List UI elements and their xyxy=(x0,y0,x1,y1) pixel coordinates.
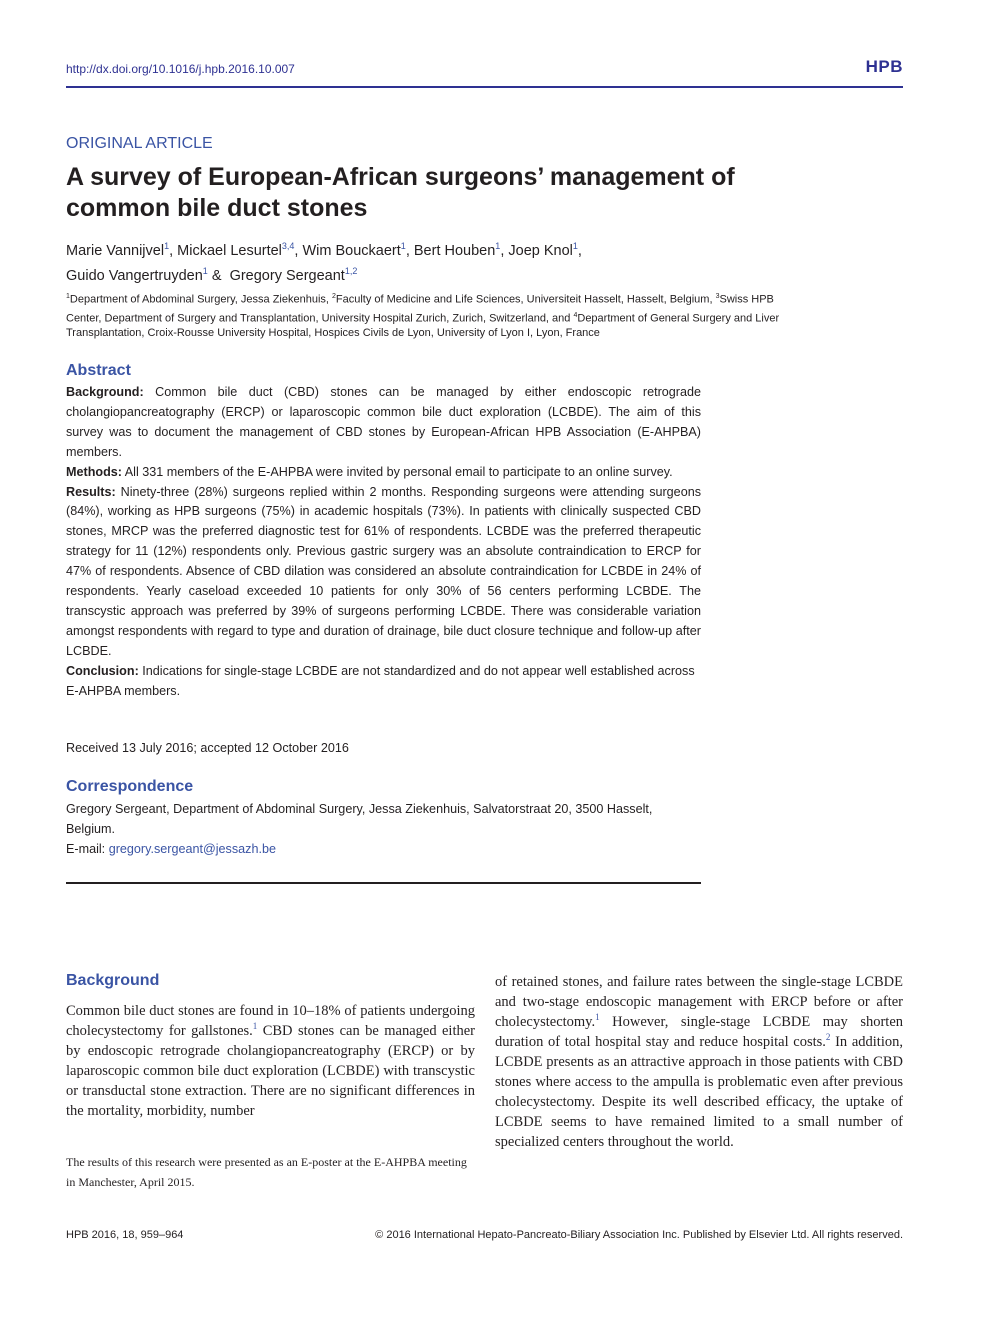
journal-citation: HPB 2016, 18, 959–964 xyxy=(66,1229,184,1241)
body-column-right xyxy=(495,972,903,1152)
copyright-notice: © 2016 International Hepato-Pancreato-Biliary Association Inc. Published by Elsevier Ltd. All rights reserved. xyxy=(375,1229,903,1241)
body-paragraph xyxy=(495,972,903,1152)
author-affiliation-ref[interactable]: 3,4 xyxy=(281,241,295,251)
author-separator: , xyxy=(294,242,303,259)
section-divider xyxy=(66,882,701,884)
abstract-section-text: Ninety-three (28%) surgeons replied within 2 months. Responding surgeons were attending surgeons (84%), working as HPB surgeons (75%) in academic hospitals (73%). In patients with clinically suspected CBD stones, MRCP was the preferred diagnostic test for 61% of respondents. LCBDE was the preferred therapeutic strategy for 11 (12%) respondents only. Previous gastric surgery was an absolute contraindication to ERCP for 47% of respondents. Absence of CBD dilation was considered an absolute contraindication for LCBDE in 24% of respondents. Yearly caseload exceeded 10 patients for only 30% of 56 centers performing LCBDE. The transcystic approach was preferred by 39% of surgeons performing LCBDE. There was considerable variation amongst respondents with regard to type and duration of drainage, bile duct closure technique and follow-up after LCBDE. xyxy=(66,484,701,658)
abstract-section-label: Background: xyxy=(66,385,144,399)
body-text: In addition, LCBDE presents as an attractive approach in those patients with CBD stones where access to the ampulla is problematic even after previous cholecystectomy. Despite its well described efficacy, the uptake of LCBDE seems to have remained limited to a small number of specialized centers throughout the world. xyxy=(495,1034,903,1150)
author-name: Bert Houben xyxy=(413,242,496,259)
author-affiliation-ref[interactable]: 1,2 xyxy=(344,265,358,276)
email-link[interactable]: gregory.sergeant@jessazh.be xyxy=(108,842,276,856)
author-name: Mickael Lesurtel xyxy=(177,242,282,259)
correspondence-block xyxy=(66,799,701,859)
article-type-label: ORIGINAL ARTICLE xyxy=(66,135,213,152)
abstract-section-text: All 331 members of the E-AHPBA were invited by personal email to participate to an online survey. xyxy=(124,464,673,479)
author-separator: , xyxy=(577,242,582,259)
correspondence-email-line xyxy=(66,839,701,859)
abstract-heading: Abstract xyxy=(66,362,131,379)
received-dates: Received 13 July 2016; accepted 12 October 2016 xyxy=(66,741,349,755)
correspondence-address: Gregory Sergeant, Department of Abdominal Surgery, Jessa Ziekenhuis, Salvatorstraat 20, 3500 Hasselt, Belgium. xyxy=(66,802,653,836)
body-text: However, single-stage LCBDE may shorten duration of total hospital stay and reduce hospital costs. xyxy=(495,1014,903,1050)
author-name: Joep Knol xyxy=(508,242,573,259)
citation-link[interactable]: 2 xyxy=(825,1032,831,1043)
author-separator: , xyxy=(405,242,414,259)
correspondence-heading: Correspondence xyxy=(66,778,194,795)
author-separator: & xyxy=(207,267,226,284)
background-heading: Background xyxy=(66,972,160,989)
doi-link[interactable]: http://dx.doi.org/10.1016/j.hpb.2016.10.007 xyxy=(66,62,295,76)
abstract-background xyxy=(66,383,701,463)
abstract-section-label: Conclusion: xyxy=(66,663,139,678)
body-paragraph xyxy=(66,1001,475,1121)
affiliation-text: Department of General Surgery and Liver Transplantation, Croix-Rousse University Hospital, Hospices Civils de Lyon, University of Lyon I, Lyon, France xyxy=(66,312,780,340)
abstract-methods xyxy=(66,463,701,483)
author-name: Marie Vannijvel xyxy=(66,242,165,259)
header-rule xyxy=(66,86,903,88)
footnote: The results of this research were presented as an E-poster at the E-AHPBA meeting in Manchester, April 2015. xyxy=(66,1155,467,1189)
affiliation-text: Swiss HPB Center, Department of Surgery and Transplantation, University Hospital Zurich, Zurich, Switzerland, and xyxy=(66,293,774,325)
author-affiliation-ref[interactable]: 1 xyxy=(572,241,578,251)
affiliation-number: 1 xyxy=(66,293,70,300)
affiliation-text: Department of Abdominal Surgery, Jessa Ziekenhuis, xyxy=(69,293,332,306)
citation-link[interactable]: 1 xyxy=(595,1012,600,1023)
affiliations xyxy=(66,289,786,341)
author-separator: , xyxy=(169,242,178,259)
abstract-results xyxy=(66,483,701,662)
abstract-section-text: Common bile duct (CBD) stones can be managed by either endoscopic retrograde cholangiopancreatography (ERCP) or laparoscopic common bile duct exploration (LCBDE). The aim of this survey was to document the management of CBD stones by European-African HPB Association (E-AHPBA) members. xyxy=(66,385,701,459)
abstract-section-text: Indications for single-stage LCBDE are not standardized and do not appear well established across E-AHPBA members. xyxy=(66,663,695,698)
article-title: A survey of European-African surgeons’ management of common bile duct stones xyxy=(66,163,735,222)
affiliation-number: 3 xyxy=(715,293,720,300)
affiliation-text: Faculty of Medicine and Life Sciences, Universiteit Hasselt, Hasselt, Belgium, xyxy=(335,293,716,306)
body-column-left xyxy=(66,1001,475,1121)
citation-link[interactable]: 1 xyxy=(252,1021,258,1032)
body-text: of retained stones, and failure rates between the single-stage LCBDE and two-stage endoscopic management with ERCP before or after cholecystectomy. xyxy=(495,974,903,1030)
email-label: E-mail: xyxy=(66,842,109,856)
body-text: CBD stones can be managed either by endoscopic retrograde cholangiopancreatography (ERCP) or by laparoscopic common bile duct exploration (LCBDE) with transcystic or transductal stone extraction. There are no significant differences in the mortality, morbidity, number xyxy=(66,1023,475,1119)
author-affiliation-ref[interactable]: 1 xyxy=(164,241,170,251)
abstract-conclusion xyxy=(66,662,701,702)
author-name: Wim Bouckaert xyxy=(302,242,401,259)
author-name: Gregory Sergeant xyxy=(229,267,345,284)
abstract-section-label: Methods: xyxy=(66,464,122,479)
author-name: Guido Vangertruyden xyxy=(66,267,203,284)
author-list xyxy=(66,236,766,286)
author-affiliation-ref[interactable]: 1 xyxy=(495,241,501,251)
abstract-body xyxy=(66,383,701,702)
body-text: Common bile duct stones are found in 10–18% of patients undergoing cholecystectomy for gallstones. xyxy=(66,1003,475,1039)
author-affiliation-ref[interactable]: 1 xyxy=(400,241,406,251)
author-separator: , xyxy=(500,242,509,259)
author-affiliation-ref[interactable]: 1 xyxy=(202,265,208,276)
abstract-section-label: Results: xyxy=(66,484,116,499)
journal-name: HPB xyxy=(865,57,903,76)
affiliation-number: 2 xyxy=(332,293,336,300)
affiliation-number: 4 xyxy=(573,311,578,319)
